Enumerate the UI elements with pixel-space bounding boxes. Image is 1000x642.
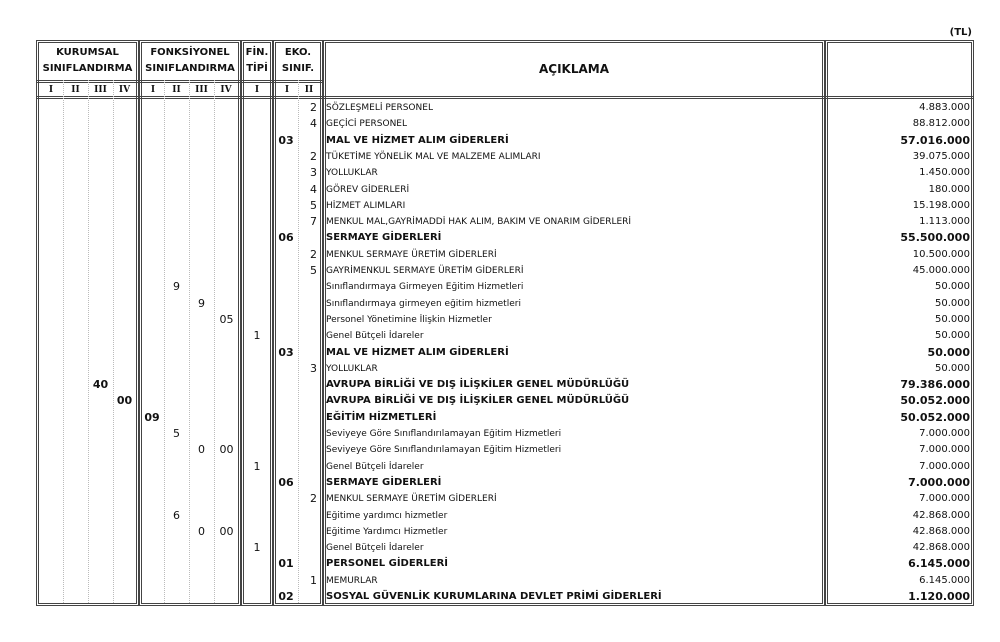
row-description: MAL VE HİZMET ALIM GİDERLERİ <box>326 134 509 146</box>
table-row <box>36 508 974 524</box>
code-e2: 7 <box>310 215 317 229</box>
row-amount: 39.075.000 <box>912 150 970 162</box>
row-description: Sınıflandırmaya Girmeyen Eğitim Hizmetleri <box>326 282 524 293</box>
row-amount: 50.000 <box>935 362 970 374</box>
row-amount: 50.000 <box>927 345 970 359</box>
row-amount: 1.120.000 <box>908 590 970 603</box>
row-description: GÖREV GİDERLERİ <box>326 184 410 195</box>
code-e2: 2 <box>310 492 317 506</box>
code-e2: 4 <box>310 117 317 131</box>
table-row <box>36 328 974 344</box>
row-amount: 55.500.000 <box>900 231 970 245</box>
table-row <box>36 345 974 361</box>
level-kurumsal-1: I <box>48 85 54 95</box>
row-description: MEMURLAR <box>326 575 378 586</box>
row-description: Genel Bütçeli İdareler <box>326 331 424 342</box>
table-row <box>36 475 974 491</box>
code-e2: 3 <box>310 166 317 180</box>
code-fin: 1 <box>253 541 261 555</box>
row-amount: 1.113.000 <box>919 216 970 228</box>
level-fonksiyonel-4: IV <box>220 85 232 95</box>
code-e2: 2 <box>310 101 317 114</box>
table-row <box>36 230 974 246</box>
table-row <box>36 459 974 475</box>
code-e2: 4 <box>310 182 317 196</box>
row-description: AVRUPA BİRLİĞİ VE DIŞ İLİŞKİLER GENEL MÜDÜRLÜĞÜ <box>326 395 630 407</box>
row-amount: 180.000 <box>928 183 970 195</box>
row-amount: 6.145.000 <box>908 557 970 571</box>
row-amount: 42.868.000 <box>912 509 970 521</box>
row-amount: 50.000 <box>935 297 970 309</box>
row-amount: 79.386.000 <box>900 378 970 392</box>
row-amount: 7.000.000 <box>919 493 970 505</box>
table-row <box>36 133 974 149</box>
table-row <box>36 589 974 605</box>
table-row <box>36 442 974 458</box>
row-amount: 50.000 <box>935 313 970 325</box>
code-f3: 0 <box>198 524 205 538</box>
table-row <box>36 393 974 409</box>
budget-table <box>36 40 974 606</box>
code-k3: 40 <box>92 378 109 392</box>
table-row <box>36 361 974 377</box>
code-e2: 5 <box>310 198 317 212</box>
table-row <box>36 116 974 132</box>
table-row <box>36 100 974 116</box>
row-description: Genel Bütçeli İdareler <box>326 543 424 554</box>
code-e2: 5 <box>310 264 317 277</box>
row-description: AVRUPA BİRLİĞİ VE DIŞ İLİŞKİLER GENEL MÜDÜRLÜĞÜ <box>326 379 630 391</box>
table-row <box>36 214 974 230</box>
row-amount: 50.000 <box>935 281 970 293</box>
row-description: PERSONEL GİDERLERİ <box>326 558 449 570</box>
code-e2: 1 <box>310 573 317 587</box>
row-amount: 88.812.000 <box>912 118 970 130</box>
table-row <box>36 573 974 589</box>
level-fonksiyonel-1: I <box>150 85 156 95</box>
table-row <box>36 296 974 312</box>
table-row <box>36 524 974 540</box>
row-amount: 1.450.000 <box>919 167 970 179</box>
row-amount: 50.052.000 <box>900 410 970 424</box>
level-kurumsal-2: II <box>71 85 80 95</box>
row-amount: 42.868.000 <box>912 525 970 537</box>
table-row <box>36 426 974 442</box>
row-description: TÜKETİME YÖNELİK MAL VE MALZEME ALIMLARI <box>326 151 541 162</box>
row-description: Genel Bütçeli İdareler <box>326 461 424 472</box>
table-row <box>36 410 974 426</box>
row-description: Eğitime yardımcı hizmetler <box>326 510 448 521</box>
table-row <box>36 540 974 556</box>
table-row <box>36 263 974 279</box>
row-description: Seviyeye Göre Sınıflandırılamayan Eğitim Hizmetleri <box>326 445 562 456</box>
table-row <box>36 556 974 572</box>
level-fin-1: I <box>254 85 260 95</box>
row-description: MENKUL SERMAYE ÜRETİM GİDERLERİ <box>326 249 497 260</box>
row-amount: 7.000.000 <box>919 444 970 456</box>
row-description: Eğitime Yardımcı Hizmetler <box>326 526 448 537</box>
code-e2: 2 <box>310 247 317 261</box>
row-amount: 42.868.000 <box>912 542 970 554</box>
code-e2: 2 <box>310 149 317 163</box>
row-amount: 6.145.000 <box>919 574 970 586</box>
row-amount: 45.000.000 <box>912 265 970 276</box>
code-f2: 9 <box>173 280 180 294</box>
code-f4: 00 <box>219 443 234 457</box>
table-row <box>36 247 974 263</box>
header-fin-tipi: FİN. TİPİ <box>245 47 269 74</box>
code-f3: 0 <box>198 443 205 457</box>
row-description: SOSYAL GÜVENLİK KURUMLARINA DEVLET PRİMİ GİDERLERİ <box>326 591 662 602</box>
header-fonksiyonel: FONKSİYONEL SINIFLANDIRMA <box>145 47 235 74</box>
row-description: SERMAYE GİDERLERİ <box>326 232 442 244</box>
row-description: Seviyeye Göre Sınıflandırılamayan Eğitim Hizmetleri <box>326 429 562 439</box>
row-description: EĞİTİM HİZMETLERİ <box>326 411 437 423</box>
header-eko-sinif: EKO. SINIF. <box>281 47 315 74</box>
table-row <box>36 279 974 295</box>
row-amount: 10.500.000 <box>912 248 970 260</box>
code-e2: 3 <box>310 361 317 375</box>
row-amount: 7.000.000 <box>919 428 970 439</box>
row-description: MENKUL SERMAYE ÜRETİM GİDERLERİ <box>326 494 497 505</box>
level-kurumsal-3: III <box>94 85 107 95</box>
code-f1: 09 <box>144 410 160 424</box>
row-description: SERMAYE GİDERLERİ <box>326 476 442 488</box>
code-f2: 5 <box>173 427 180 440</box>
level-kurumsal-4: IV <box>118 85 131 95</box>
code-f3: 9 <box>198 296 205 310</box>
row-description: HİZMET ALIMLARI <box>326 200 406 211</box>
code-fin: 1 <box>253 329 261 343</box>
code-f2: 6 <box>173 508 180 522</box>
table-row <box>36 312 974 328</box>
code-e1: 02 <box>278 590 294 603</box>
level-eko-2: II <box>304 85 314 95</box>
row-description: MENKUL MAL,GAYRİMADDİ HAK ALIM, BAKIM VE ONARIM GİDERLERİ <box>326 217 632 228</box>
row-description: MAL VE HİZMET ALIM GİDERLERİ <box>326 346 509 358</box>
code-fin: 1 <box>253 459 261 473</box>
row-amount: 57.016.000 <box>900 133 970 147</box>
row-description: YOLLUKLAR <box>326 168 378 179</box>
level-fonksiyonel-3: III <box>195 85 208 95</box>
row-amount: 50.052.000 <box>900 394 970 408</box>
code-f4: 05 <box>219 312 234 326</box>
row-amount: 4.883.000 <box>919 102 970 113</box>
row-description: Sınıflandırmaya girmeyen eğitim hizmetleri <box>326 298 521 309</box>
table-row <box>36 491 974 507</box>
row-description: GEÇİCİ PERSONEL <box>326 119 407 130</box>
row-amount: 7.000.000 <box>919 460 970 472</box>
row-description: GAYRİMENKUL SERMAYE ÜRETİM GİDERLERİ <box>326 266 524 276</box>
code-f4: 00 <box>219 524 234 538</box>
table-row <box>36 182 974 198</box>
code-e1: 06 <box>278 231 294 245</box>
header-kurumsal: KURUMSAL SINIFLANDIRMA <box>42 47 133 74</box>
row-amount: 50.000 <box>935 330 970 342</box>
row-description: YOLLUKLAR <box>326 363 378 374</box>
row-amount: 15.198.000 <box>912 199 970 211</box>
code-e1: 06 <box>278 475 294 489</box>
code-e1: 01 <box>278 557 294 571</box>
header-amount <box>828 43 971 95</box>
row-amount: 7.000.000 <box>908 475 970 489</box>
row-description: SÖZLEŞMELİ PERSONEL <box>326 103 433 113</box>
level-eko-1: I <box>284 85 290 95</box>
level-fonksiyonel-2: II <box>172 85 181 95</box>
row-description: Personel Yönetimine İlişkin Hizmetler <box>326 314 492 325</box>
table-row <box>36 165 974 181</box>
header-aciklama: AÇIKLAMA <box>538 62 610 76</box>
table-row <box>36 377 974 393</box>
code-e1: 03 <box>278 345 294 359</box>
code-e1: 03 <box>278 133 294 147</box>
currency-unit-label: (TL) <box>949 27 972 38</box>
table-row <box>36 149 974 165</box>
code-k4: 00 <box>116 394 133 408</box>
table-row <box>36 198 974 214</box>
